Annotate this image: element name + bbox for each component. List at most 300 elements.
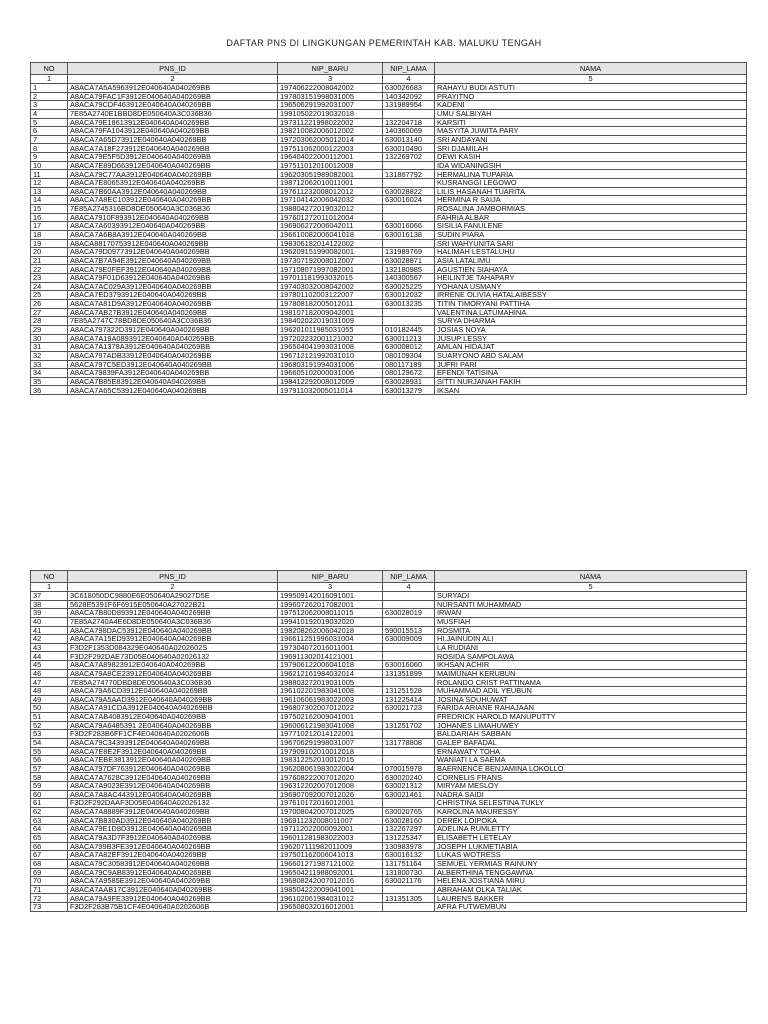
cell-no: 28 xyxy=(31,317,68,326)
cell-nip-baru: 199105022019032018 xyxy=(278,109,383,118)
cell-pns-id: A8ACA79FA1043912E040640A040269BB xyxy=(68,127,278,136)
table-row xyxy=(31,334,747,343)
cell-no: 18 xyxy=(31,230,68,239)
cell-nama: IKHSAN ACHIR xyxy=(435,661,747,670)
table-row xyxy=(31,135,747,144)
column-index: 2 xyxy=(68,583,278,592)
cell-nip-baru: 196706291998031007 xyxy=(278,738,383,747)
cell-pns-id: A8ACA7910F893912E040640A040269BB xyxy=(68,213,278,222)
cell-nip-lama xyxy=(383,213,435,222)
cell-nama: JUFRI PARI xyxy=(435,360,747,369)
cell-nip-baru: 198210082006012002 xyxy=(278,127,383,136)
cell-pns-id: A8ACA797C5ED3912E040640A040269BB xyxy=(68,360,278,369)
cell-no: 54 xyxy=(31,738,68,747)
cell-nip-lama: 630021312 xyxy=(383,782,435,791)
cell-nip-baru: 197501162006041013 xyxy=(278,851,383,860)
cell-nama: ELISABETH LETELAY xyxy=(435,833,747,842)
cell-pns-id: A8ACA79A6CD3912E040640A040269BB xyxy=(68,687,278,696)
cell-nip-lama xyxy=(383,756,435,765)
cell-nip-lama: 131989954 xyxy=(383,101,435,110)
cell-nip-lama xyxy=(383,239,435,248)
cell-pns-id: A8ACA7EBE3813912E040640A040269BB xyxy=(68,756,278,765)
cell-pns-id: A8ACA7A15ED93912E040640A040269BB xyxy=(68,635,278,644)
table-row xyxy=(31,274,747,283)
cell-pns-id: A8ACA7A81D9A3912E040640A040269BB xyxy=(68,300,278,309)
cell-nip-baru: 196504211988092001 xyxy=(278,868,383,877)
cell-pns-id: A8ACA79FAC1F3912E040640A040269BB xyxy=(68,92,278,101)
table-row xyxy=(31,282,747,291)
table-row xyxy=(31,808,747,817)
cell-nip-lama xyxy=(383,179,435,188)
cell-nama: MAIMUNAH KERUBUN xyxy=(435,669,747,678)
table-row xyxy=(31,317,747,326)
cell-no: 63 xyxy=(31,816,68,825)
cell-nama: AMLAN HIDAJAT xyxy=(435,343,747,352)
cell-nip-baru: 196911302014121001 xyxy=(278,652,383,661)
cell-nip-baru: 196203051989082001 xyxy=(278,170,383,179)
cell-no: 69 xyxy=(31,868,68,877)
cell-nip-baru: 197610172016012001 xyxy=(278,799,383,808)
table-body xyxy=(31,84,747,395)
cell-nip-baru: 196808242007012016 xyxy=(278,877,383,886)
cell-nip-lama: 630021461 xyxy=(383,790,435,799)
cell-no: 46 xyxy=(31,669,68,678)
cell-no: 23 xyxy=(31,274,68,283)
column-index-row xyxy=(31,75,747,84)
table-row xyxy=(31,704,747,713)
table-row xyxy=(31,351,747,360)
cell-pns-id: A8ACA79839FA3912E040640A040269BB xyxy=(68,369,278,378)
cell-nama: BAERNENCE BENJAMINA LOKOLLO xyxy=(435,764,747,773)
table-body xyxy=(31,592,747,912)
column-header-no: NO xyxy=(31,63,68,75)
cell-nip-lama: 131751164 xyxy=(383,859,435,868)
cell-pns-id: A8ACA7A19A0893912E040640A040269BB xyxy=(68,334,278,343)
cell-nip-baru: 196611251996031004 xyxy=(278,635,383,644)
pns-table-2 xyxy=(30,570,747,912)
pns-table-1 xyxy=(30,62,747,395)
cell-nama: ROLANDO CRIST PATTINAMA xyxy=(435,678,747,687)
table-row xyxy=(31,101,747,110)
cell-no: 73 xyxy=(31,903,68,912)
cell-nama: MASYITA JUWITA PARY xyxy=(435,127,747,136)
cell-nip-baru: 196207111982011009 xyxy=(278,842,383,851)
column-index: 5 xyxy=(435,75,747,84)
cell-nip-lama xyxy=(383,109,435,118)
cell-no: 4 xyxy=(31,109,68,118)
cell-nip-lama: 630013140 xyxy=(383,135,435,144)
table-row xyxy=(31,204,747,213)
cell-nip-baru: 197311221998022002 xyxy=(278,118,383,127)
cell-no: 47 xyxy=(31,678,68,687)
cell-nama: MUSFIAH xyxy=(435,617,747,626)
cell-nip-lama: 630028822 xyxy=(383,187,435,196)
cell-pns-id: A8ACA7A60393912E040640A040269BB xyxy=(68,222,278,231)
cell-nip-baru: 196712121992031010 xyxy=(278,351,383,360)
cell-nip-lama xyxy=(383,600,435,609)
cell-nama: AGUSTIEN SIAHAYA xyxy=(435,265,747,274)
table-row xyxy=(31,695,747,704)
cell-no: 9 xyxy=(31,153,68,162)
cell-no: 8 xyxy=(31,144,68,153)
table-row xyxy=(31,256,747,265)
cell-nip-lama xyxy=(383,317,435,326)
cell-no: 30 xyxy=(31,334,68,343)
cell-pns-id: 5628E5391F6F6915E050640A27022B21 xyxy=(68,600,278,609)
cell-no: 71 xyxy=(31,885,68,894)
cell-nip-baru: 196201011985031055 xyxy=(278,325,383,334)
cell-pns-id: A8ACA7B80D893912E040640A040269BB xyxy=(68,609,278,618)
cell-nip-lama: 630028931 xyxy=(383,377,435,386)
cell-nip-baru: 197909102010012018 xyxy=(278,747,383,756)
cell-nama: ABRAHAM OLKA TALIAK xyxy=(435,885,747,894)
cell-nama: WANIATI LA SAEMA xyxy=(435,756,747,765)
cell-nama: EFENDI TATISINA xyxy=(435,369,747,378)
cell-pns-id: A8ACA79A3D7F3912E040640A040269BB xyxy=(68,833,278,842)
cell-nip-lama xyxy=(383,592,435,601)
cell-no: 27 xyxy=(31,308,68,317)
cell-no: 7 xyxy=(31,135,68,144)
cell-nama: HEILINTJE TAHAPARY xyxy=(435,274,747,283)
cell-nama: DEWI KASIH xyxy=(435,153,747,162)
table-row xyxy=(31,885,747,894)
cell-pns-id: A8ACA79C30583912E040640A040269BB xyxy=(68,859,278,868)
cell-no: 3 xyxy=(31,101,68,110)
cell-no: 59 xyxy=(31,782,68,791)
cell-pns-id: F3D2F1353D084329E040640A0202602S xyxy=(68,643,278,652)
cell-nip-lama: 140360069 xyxy=(383,127,435,136)
column-header-nip-baru: NIP_BARU xyxy=(278,571,383,583)
cell-no: 1 xyxy=(31,84,68,93)
cell-no: 44 xyxy=(31,652,68,661)
table-row xyxy=(31,764,747,773)
cell-no: 57 xyxy=(31,764,68,773)
cell-no: 31 xyxy=(31,343,68,352)
table-row xyxy=(31,617,747,626)
table-row xyxy=(31,118,747,127)
cell-nip-baru: 196212161984032014 xyxy=(278,669,383,678)
cell-pns-id: A8ACA7A65D73912E040640A040269BB xyxy=(68,135,278,144)
cell-nip-baru: 197011181993032015 xyxy=(278,274,383,283)
cell-nama: VALENTINA LATUMAHINA xyxy=(435,308,747,317)
cell-no: 49 xyxy=(31,695,68,704)
table-row xyxy=(31,325,747,334)
cell-nip-baru: 196404022000112001 xyxy=(278,153,383,162)
cell-nip-lama xyxy=(383,885,435,894)
cell-nip-lama: 630016138 xyxy=(383,230,435,239)
table-row xyxy=(31,369,747,378)
cell-pns-id: A8ACA7ED3793912E040640A040269BB xyxy=(68,291,278,300)
cell-nip-baru: 196508032016012001 xyxy=(278,903,383,912)
table-row xyxy=(31,773,747,782)
cell-nip-lama: 630025225 xyxy=(383,282,435,291)
table-row xyxy=(31,687,747,696)
table-row xyxy=(31,669,747,678)
column-index: 1 xyxy=(31,75,68,84)
cell-no: 64 xyxy=(31,825,68,834)
cell-nip-baru: 199509142016091001 xyxy=(278,592,383,601)
cell-nama: CORNELIS FRANS xyxy=(435,773,747,782)
table-row xyxy=(31,721,747,730)
cell-nama: KADENI xyxy=(435,101,747,110)
cell-nip-baru: 197803151998031005 xyxy=(278,92,383,101)
page-title: DAFTAR PNS DI LINGKUNGAN PEMERINTAH KAB. MALUKU TENGAH xyxy=(226,38,542,48)
table-row xyxy=(31,747,747,756)
cell-nama: IKSAN xyxy=(435,386,747,395)
table-row xyxy=(31,894,747,903)
cell-nama: SISILIA FANULENE xyxy=(435,222,747,231)
column-header-nama: NAMA xyxy=(435,571,747,583)
cell-nip-baru: 196102061984031012 xyxy=(278,894,383,903)
cell-no: 15 xyxy=(31,204,68,213)
cell-pns-id: A8ACA79A6485391 2E040640A040269BB xyxy=(68,721,278,730)
table-row xyxy=(31,756,747,765)
cell-pns-id: A8ACA7A9585E3912E040640A040269BB xyxy=(68,877,278,886)
cell-pns-id: A8ACA7AC029A3912E040640A040269BB xyxy=(68,282,278,291)
table-row xyxy=(31,790,747,799)
table-row xyxy=(31,230,747,239)
cell-nama: SRI DJAMILAH xyxy=(435,144,747,153)
cell-no: 14 xyxy=(31,196,68,205)
cell-pns-id: 3C618050DC9880E6E050640A29027D5E xyxy=(68,592,278,601)
table-row xyxy=(31,239,747,248)
cell-nip-lama: 131251702 xyxy=(383,721,435,730)
cell-no: 61 xyxy=(31,799,68,808)
cell-nip-lama: 130983978 xyxy=(383,842,435,851)
cell-no: 29 xyxy=(31,325,68,334)
table-row xyxy=(31,187,747,196)
cell-nip-lama xyxy=(383,712,435,721)
cell-nip-lama xyxy=(383,799,435,808)
cell-pns-id: A8ACA7B85E83912E040640A040269BB xyxy=(68,377,278,386)
cell-no: 68 xyxy=(31,859,68,868)
cell-pns-id: A8ACA79A8CE23912E040640A040269BB xyxy=(68,669,278,678)
cell-nip-lama xyxy=(383,617,435,626)
column-header-pns-id: PNS_ID xyxy=(68,571,278,583)
cell-nama: MIRYAM MESLOY xyxy=(435,782,747,791)
cell-nip-lama: 132180985 xyxy=(383,265,435,274)
cell-no: 55 xyxy=(31,747,68,756)
cell-pns-id: A8ACA799B3FE3912E040640A040269BB xyxy=(68,842,278,851)
cell-nip-baru: 196605102000031006 xyxy=(278,369,383,378)
cell-nip-lama: 630028019 xyxy=(383,609,435,618)
cell-pns-id: A8ACA88170753912E040640A040269BB xyxy=(68,239,278,248)
table-row xyxy=(31,170,747,179)
cell-nip-baru: 196907092007012026 xyxy=(278,790,383,799)
cell-no: 52 xyxy=(31,721,68,730)
cell-nip-baru: 196106061983022003 xyxy=(278,695,383,704)
cell-nip-baru: 197808182005012011 xyxy=(278,300,383,309)
cell-nama: ALBERTHINA TENGGAWNA xyxy=(435,868,747,877)
cell-pns-id: A8ACA79E18613912E040640A040269BB xyxy=(68,118,278,127)
cell-pns-id: A8ACA79C9AB83912E040640A040269BB xyxy=(68,868,278,877)
cell-nama: HALIMAH LESTALUHU xyxy=(435,248,747,257)
column-index: 4 xyxy=(383,583,435,592)
table-row xyxy=(31,592,747,601)
cell-pns-id: A8ACA797DF763912E040640A040269BB xyxy=(68,764,278,773)
cell-pns-id: A8ACA7B830AD3912E040640A040269BB xyxy=(68,816,278,825)
cell-nama: SURYADI xyxy=(435,592,747,601)
column-index: 5 xyxy=(435,583,747,592)
cell-pns-id: A8ACA7A5A5963912E040640A040269BB xyxy=(68,84,278,93)
cell-nip-baru: 196011281983022003 xyxy=(278,833,383,842)
cell-no: 38 xyxy=(31,600,68,609)
cell-nip-lama: 630020240 xyxy=(383,773,435,782)
cell-nip-lama xyxy=(383,747,435,756)
cell-nip-baru: 197304072016011001 xyxy=(278,643,383,652)
cell-no: 66 xyxy=(31,842,68,851)
column-index-row xyxy=(31,583,747,592)
cell-no: 26 xyxy=(31,300,68,309)
cell-pns-id: A8ACA7A6B8A3912E040640A040269BB xyxy=(68,230,278,239)
cell-nip-lama: 630010490 xyxy=(383,144,435,153)
cell-nip-baru: 198412292008012009 xyxy=(278,377,383,386)
cell-nama: JOHANES LIMAHUWEY xyxy=(435,721,747,730)
cell-nama: ASIA LATALIMU xyxy=(435,256,747,265)
table-row xyxy=(31,833,747,842)
cell-pns-id: A8ACA7A7628C3912E040640A040269BB xyxy=(68,773,278,782)
cell-nip-baru: 196506291992031007 xyxy=(278,101,383,110)
cell-pns-id: A8ACA7A1378A3912E040640A040269BB xyxy=(68,343,278,352)
table-row xyxy=(31,377,747,386)
table-header-row xyxy=(31,63,747,75)
cell-pns-id: A8ACA79E5F5D3912E040640A040269BB xyxy=(68,153,278,162)
cell-nama: HERMINA R SAIJA xyxy=(435,196,747,205)
cell-nip-baru: 197104142006042032 xyxy=(278,196,383,205)
cell-no: 33 xyxy=(31,360,68,369)
cell-nama: SURYA DHARMA xyxy=(435,317,747,326)
cell-nip-lama: 630021176 xyxy=(383,877,435,886)
table-row xyxy=(31,643,747,652)
cell-nip-lama: 131778808 xyxy=(383,738,435,747)
cell-nip-baru: 197601272011012004 xyxy=(278,213,383,222)
cell-nip-baru: 197906122006041018 xyxy=(278,661,383,670)
cell-pns-id: A8ACA7E80653912E040640A040269BB xyxy=(68,179,278,188)
cell-nip-lama: 131989769 xyxy=(383,248,435,257)
cell-nip-baru: 197710212014122001 xyxy=(278,730,383,739)
cell-nip-baru: 196504041993031008 xyxy=(278,343,383,352)
cell-no: 39 xyxy=(31,609,68,618)
cell-no: 41 xyxy=(31,626,68,635)
cell-pns-id: A8ACA7A91CDA3912E040640A040269BB xyxy=(68,704,278,713)
cell-no: 35 xyxy=(31,377,68,386)
cell-nip-baru: 197611232008012012 xyxy=(278,187,383,196)
cell-no: 25 xyxy=(31,291,68,300)
cell-nama: KUSRANGGI LEGOWO xyxy=(435,179,747,188)
cell-nip-lama: 131251528 xyxy=(383,687,435,696)
cell-no: 50 xyxy=(31,704,68,713)
cell-nama: SRI WAHYUNITA SARI xyxy=(435,239,747,248)
cell-pns-id: A8ACA7A89823912E040640A040269BB xyxy=(68,661,278,670)
table-row xyxy=(31,153,747,162)
cell-nama: PRAYITNO xyxy=(435,92,747,101)
cell-nip-baru: 197403032008042002 xyxy=(278,282,383,291)
cell-nip-lama: 630012032 xyxy=(383,291,435,300)
cell-no: 53 xyxy=(31,730,68,739)
cell-nip-lama: 080109304 xyxy=(383,351,435,360)
cell-pns-id: A8ACA79E0FEF3912E040640A040269BB xyxy=(68,265,278,274)
cell-no: 34 xyxy=(31,369,68,378)
cell-nip-baru: 198803272019031005 xyxy=(278,678,383,687)
column-header-no: NO xyxy=(31,571,68,583)
cell-nip-lama: 630016060 xyxy=(383,661,435,670)
cell-pns-id: 7E85A274770DBD8DE050640A3C036B36 xyxy=(68,678,278,687)
cell-no: 42 xyxy=(31,635,68,644)
table-row xyxy=(31,712,747,721)
cell-nama: IDA WIDANINGSIH xyxy=(435,161,747,170)
cell-pns-id: A8ACA7A8889F3912E040640A040269BB xyxy=(68,808,278,817)
cell-nip-baru: 198804272019032012 xyxy=(278,204,383,213)
cell-nip-lama: 630009009 xyxy=(383,635,435,644)
table-row xyxy=(31,92,747,101)
cell-nip-lama: 630011213 xyxy=(383,334,435,343)
cell-nip-baru: 199410192019032020 xyxy=(278,617,383,626)
cell-no: 36 xyxy=(31,386,68,395)
cell-nama: AFRA FUTWEMBUN xyxy=(435,903,747,912)
cell-no: 48 xyxy=(31,687,68,696)
cell-pns-id: A8ACA79A9FE33912E040640A040269BB xyxy=(68,894,278,903)
table-row xyxy=(31,609,747,618)
cell-nama: JUSUP LESSY xyxy=(435,334,747,343)
cell-nip-baru: 197502162009041001 xyxy=(278,712,383,721)
table-row xyxy=(31,782,747,791)
cell-no: 45 xyxy=(31,661,68,670)
cell-no: 21 xyxy=(31,256,68,265)
cell-nip-lama: 630013279 xyxy=(383,386,435,395)
table-row xyxy=(31,360,747,369)
table-row xyxy=(31,859,747,868)
cell-nama: YOHANA USMANY xyxy=(435,282,747,291)
cell-pns-id: A8ACA79C77AA3912E040640A040269BB xyxy=(68,170,278,179)
cell-no: 22 xyxy=(31,265,68,274)
table-row xyxy=(31,196,747,205)
cell-nama: SUARYONO ABD SALAM xyxy=(435,351,747,360)
cell-nama: BALDARIAH SABBAN xyxy=(435,730,747,739)
cell-nama: IRWAN xyxy=(435,609,747,618)
cell-nama: LAURENS BAKKER xyxy=(435,894,747,903)
cell-pns-id: A8ACA797ADB33912E040640A040269BB xyxy=(68,351,278,360)
cell-nip-baru: 196312202007012008 xyxy=(278,782,383,791)
cell-nama: UMU SALBIYAH xyxy=(435,109,747,118)
cell-nip-lama: 132204718 xyxy=(383,118,435,127)
table-row xyxy=(31,161,747,170)
cell-nip-lama: 132269702 xyxy=(383,153,435,162)
cell-nama: NURSANTI MUHAMMAD xyxy=(435,600,747,609)
table-header-row xyxy=(31,571,747,583)
cell-nip-baru: 196803191994031006 xyxy=(278,360,383,369)
cell-no: 62 xyxy=(31,808,68,817)
cell-nip-lama: 630028871 xyxy=(383,256,435,265)
cell-pns-id: 7E85A2740A4E6D8DE050640A3C036B36 xyxy=(68,617,278,626)
cell-nama: KARSITI xyxy=(435,118,747,127)
cell-nip-lama xyxy=(383,204,435,213)
cell-no: 16 xyxy=(31,213,68,222)
cell-nama: SRI ANDAYANI xyxy=(435,135,747,144)
cell-nip-baru: 196102201983041008 xyxy=(278,687,383,696)
cell-no: 19 xyxy=(31,239,68,248)
cell-no: 5 xyxy=(31,118,68,127)
cell-nip-lama xyxy=(383,308,435,317)
cell-nip-lama: 630021723 xyxy=(383,704,435,713)
table-row xyxy=(31,127,747,136)
cell-nama: FREDRICK HAROLD MANUPUTTY xyxy=(435,712,747,721)
cell-nama: LA RUDIANI xyxy=(435,643,747,652)
cell-pns-id: A8ACA79CDF463912E040640A040269BB xyxy=(68,101,278,110)
cell-nip-baru: 197203062005012014 xyxy=(278,135,383,144)
cell-nip-lama: 630016024 xyxy=(383,196,435,205)
cell-nama: LUKAS WOTRESS xyxy=(435,851,747,860)
column-index: 1 xyxy=(31,583,68,592)
